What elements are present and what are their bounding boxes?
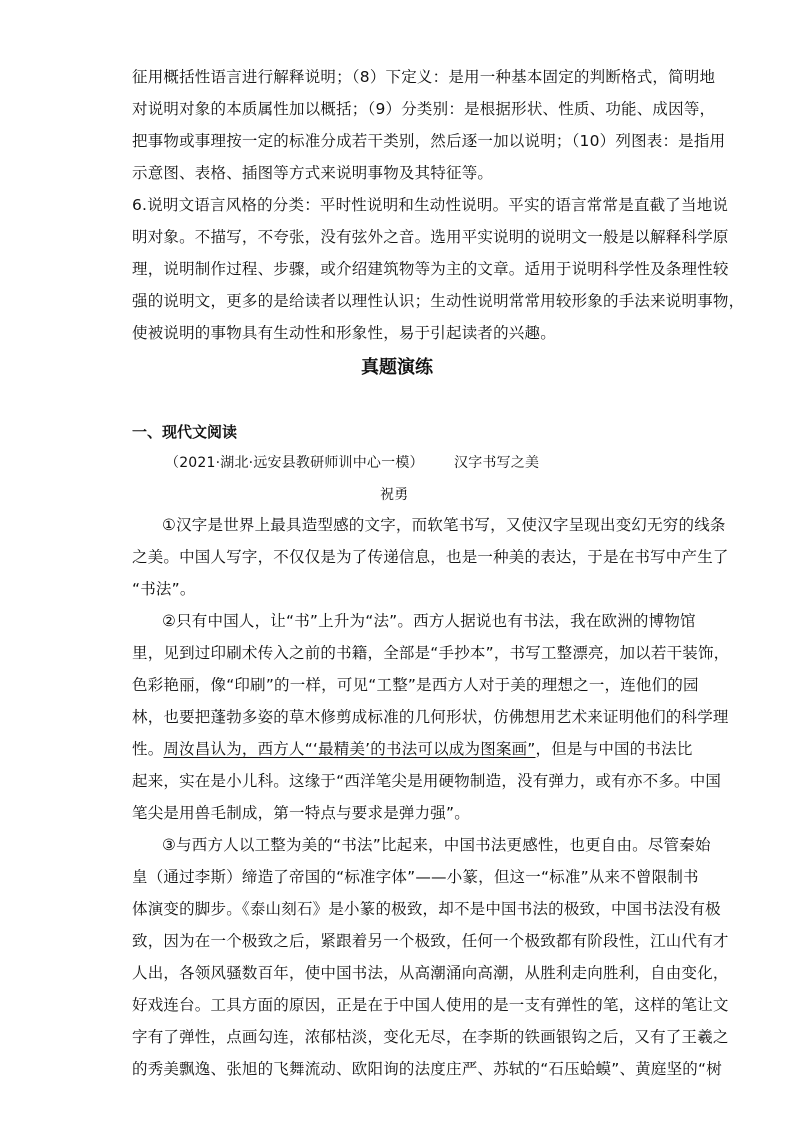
text-line: 皇（通过李斯）缔造了帝国的“标准字体”——小篆，但这一“标准”从来不曾限制书	[132, 868, 699, 886]
text-line: 的秀美飘逸、张旭的飞舞流动、欧阳询的法度庄严、苏轼的“石压蛤蟆”、黄庭坚的“树	[132, 1060, 722, 1078]
text-line: 好戏连台。工具方面的原因，正是在于中国人使用的是一支有弹性的笔，这样的笔让文	[132, 996, 729, 1014]
underlined-quote: 周汝昌认为，西方人“‘最精美’的书法可以成为图案画”	[163, 740, 536, 758]
text-line: 起来，实在是小儿科。这缘于“西洋笔尖是用硬物制造，没有弹力，或有亦不多。中国	[132, 772, 722, 790]
text-fragment: 性。	[132, 740, 164, 758]
text-line: 6.说明文语言风格的分类：平时性说明和生动性说明。平实的语言常常是直截了当地说	[132, 196, 729, 214]
text-line: 笔尖是用兽毛制成，第一特点与要求是弹力强”。	[132, 804, 470, 822]
text-line: 把事物或事理按一定的标准分成若干类别，然后逐一加以说明；（10）列图表：是指用	[132, 132, 726, 150]
text-line: 对说明对象的本质属性加以概括；（9）分类别：是根据形状、性质、功能、成因等，	[132, 100, 716, 118]
page-title: 真题演练	[361, 357, 433, 378]
text-line: 示意图、表格、插图等方式来说明事物及其特征等。	[132, 164, 494, 182]
text-line: 人出，各领风骚数百年，使中国书法，从高潮涌向高潮，从胜利走向胜利，自由变化，	[132, 964, 729, 982]
text-line: 体演变的脚步。《泰山刻石》是小篆的极致，却不是中国书法的极致，中国书法没有极	[132, 900, 721, 918]
article-title: 汉字书写之美	[454, 455, 540, 471]
text-line: 使被说明的事物具有生动性和形象性，易于引起读者的兴趣。	[132, 324, 556, 342]
text-line: ②只有中国人，让“书”上升为“法”。西方人据说也有书法，我在欧洲的博物馆	[162, 612, 696, 630]
text-line	[132, 739, 693, 759]
text-line: 色彩艳丽，像“印刷”的一样，可见“工整”是西方人对于美的理想之一，连他们的园	[132, 676, 699, 694]
text-line: 致，因为在一个极致之后，紧跟着另一个极致，任何一个极致都有阶段性，江山代有才	[132, 932, 729, 950]
section-title: 一、现代文阅读	[132, 423, 238, 441]
article-source: （2021·湖北·远安县教研师训中心一模）	[165, 455, 424, 471]
text-line: 征用概括性语言进行解释说明；（8）下定义：是用一种基本固定的判断格式，简明地	[132, 68, 716, 86]
text-line: 明对象。不描写，不夸张，没有弦外之音。选用平实说明的说明文一般是以解释科学原	[132, 228, 729, 246]
text-line: “书法”。	[132, 580, 196, 598]
text-line: 里，见到过印刷术传入之前的书籍，全部是“手抄本”，书写工整漂亮，加以若干装饰，	[132, 644, 730, 662]
text-line: ③与西方人以工整为美的“书法”比起来，中国书法更感性，也更自由。尽管秦始	[162, 836, 711, 854]
text-line: 字有了弹性，点画勾连，浓郁枯淡，变化无尽，在李斯的铁画银钩之后，又有了王羲之	[132, 1028, 729, 1046]
text-line: 理，说明制作过程、步骤，或介绍建筑物等为主的文章。适用于说明科学性及条理性较	[132, 260, 729, 278]
text-line: 强的说明文，更多的是给读者以理性认识；生动性说明常常用较形象的手法来说明事物，	[132, 292, 745, 310]
text-fragment: ，但是与中国的书法比	[535, 740, 693, 758]
text-line: 林，也要把蓬勃多姿的草木修剪成标准的几何形状，仿佛想用艺术来证明他们的科学理	[132, 708, 729, 726]
text-line: ①汉字是世界上最具造型感的文字，而软笔书写，又使汉字呈现出变幻无穷的线条	[162, 516, 726, 534]
text-line: 之美。中国人写字，不仅仅是为了传递信息，也是一种美的表达，于是在书写中产生了	[132, 548, 729, 566]
article-author: 祝勇	[380, 487, 409, 503]
